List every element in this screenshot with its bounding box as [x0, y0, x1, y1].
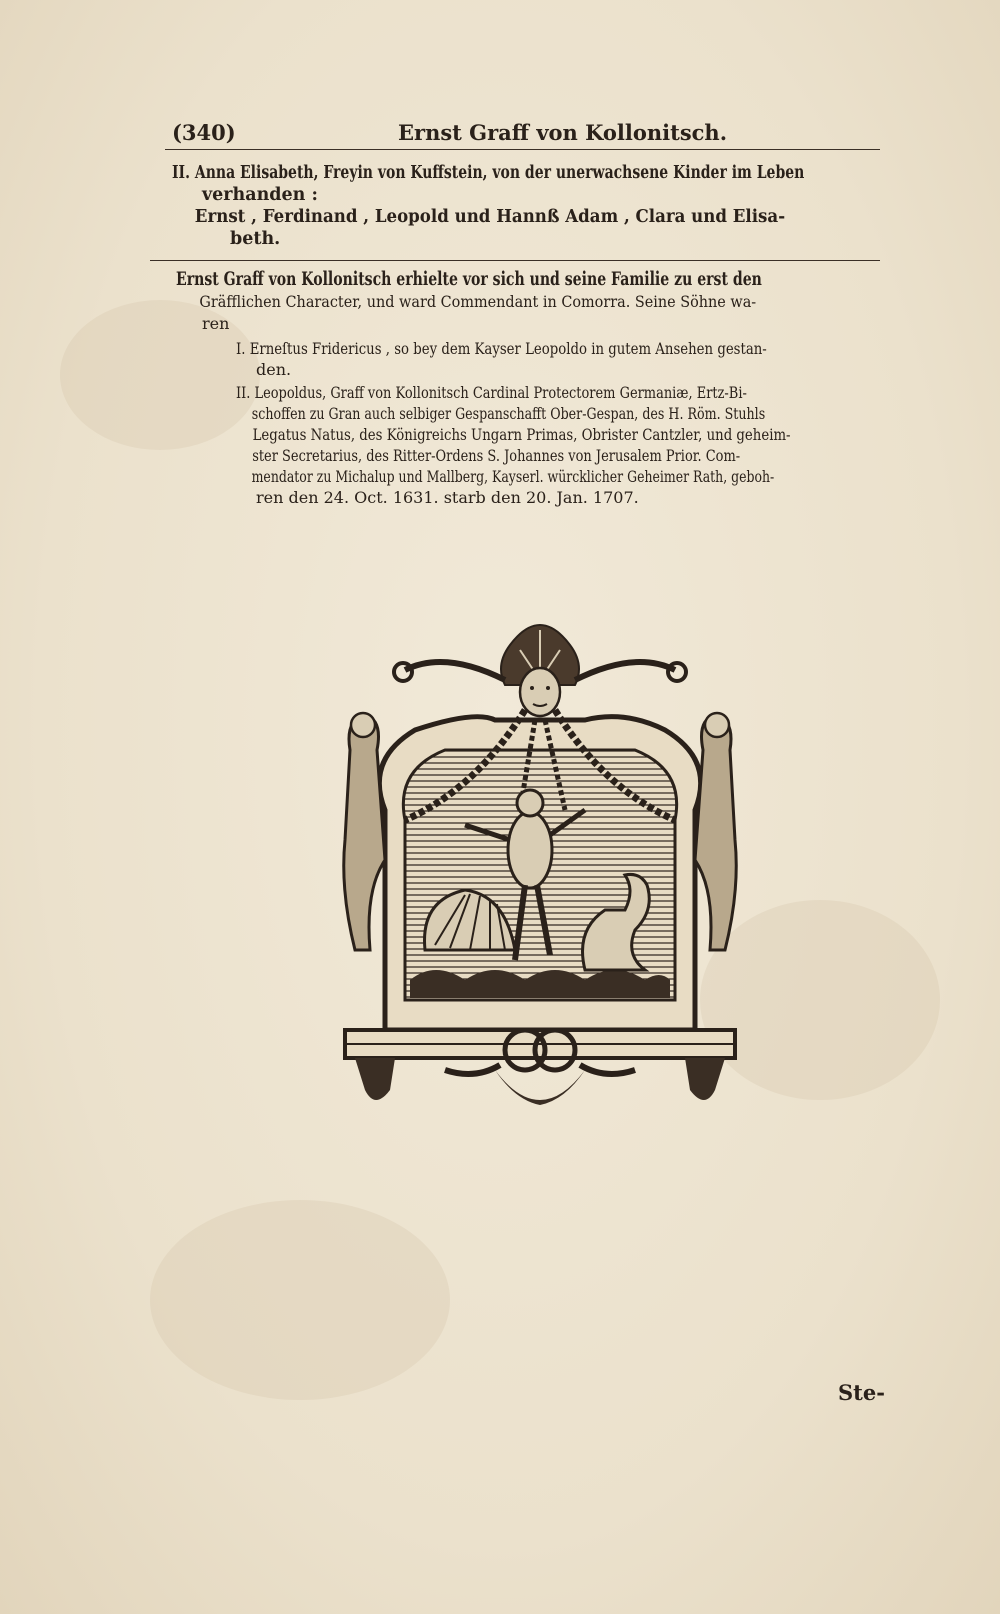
running-header [172, 118, 878, 148]
text-line: verhanden : [202, 185, 318, 205]
text-line: II. Anna Elisabeth, Freyin von Kuffstein, von der unerwachsene Kinder im Leben [172, 163, 805, 183]
list-item [236, 338, 876, 380]
text-line: I. Erneſtus Fridericus , so bey dem Kayser Leopoldo in gutem Ansehen gestan- [236, 339, 767, 358]
text-line: mendator zu Michalup und Mallberg, Kayserl. würcklicher Geheimer Rath, geboh- [251, 467, 775, 486]
sea-god-figure [508, 812, 552, 888]
text-line: Legatus Natus, des Königreichs Ungarn Primas, Obrister Cantzler, und geheim- [252, 425, 791, 444]
header-rule [165, 149, 880, 150]
list-item [236, 382, 926, 508]
sea-waves [410, 970, 670, 998]
text-line: ster Secretarius, des Ritter-Ordens S. Johannes von Jerusalem Prior. Com- [252, 446, 741, 465]
text-line: II. Leopoldus, Graff von Kollonitsch Cardinal Protectorem Germaniæ, Ertz-Bi- [236, 383, 747, 402]
running-title: Ernst Graff von Kollonitsch. [398, 120, 728, 145]
mask-face [520, 668, 560, 716]
left-herm-figure [344, 715, 385, 950]
text-line: ren [202, 314, 230, 333]
text-line: beth. [230, 229, 281, 249]
lead-line: Ernst Graff von Kollonitsch erhielte vor sich und seine Familie zu erst den [176, 268, 762, 290]
right-foot [685, 1058, 725, 1100]
acanthus-leaf [495, 1070, 585, 1105]
section-rule [150, 260, 880, 261]
first-section [172, 162, 962, 250]
text-line: Ernst , Ferdinand , Leopold und Hannß Adam , Clara und Elisa- [194, 207, 786, 227]
text-line: Gräfflichen Character, und ward Commendant in Comorra. Seine Söhne wa- [199, 292, 757, 311]
text-line: den. [256, 360, 292, 379]
text-line: schoffen zu Gran auch selbiger Gespanschafft Ober-Gespan, des H. Röm. Stuhls [251, 404, 766, 423]
catchword: Ste- [838, 1380, 885, 1405]
right-herm-figure [695, 715, 736, 950]
ornamental-woodcut [325, 610, 755, 1150]
text-line: ren den 24. Oct. 1631. starb den 20. Jan. 1707. [256, 488, 639, 507]
paper-stain [150, 1200, 450, 1400]
page-number: (340) [172, 120, 236, 145]
main-section [176, 268, 968, 335]
left-foot [355, 1058, 395, 1100]
